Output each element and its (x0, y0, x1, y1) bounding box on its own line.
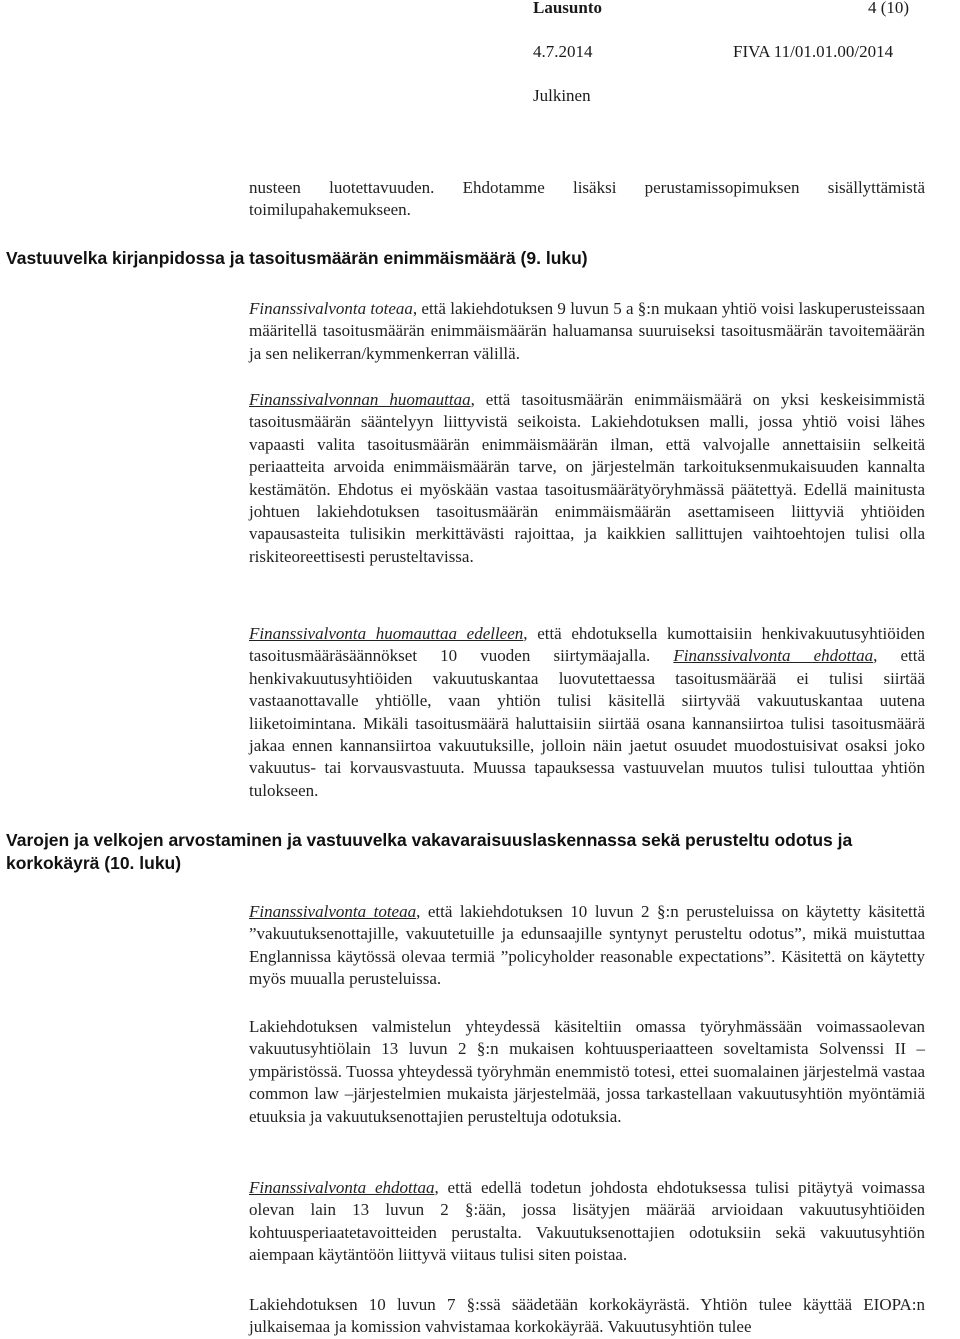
page-number: 4 (10) (868, 0, 910, 17)
paragraph-3: Finanssivalvonta huomauttaa edelleen, että ehdotuksella kumottaisiin henkivakuutusyhtiöiden tasoitusmääräsäännökset 10 vuoden siirtymäajalla. Finanssivalvonta ehdottaa, että henkivakuutusyhtiöiden vakuutuskantaa luovutettaessa tasoitusmäärää ei tulisi siirtää vastaanottavalle yhtiölle, vaan yhtiön tulisi käsitellä siirtyvää vakuutuskantaa uutena liiketoimintana. Mikäli tasoitusmäärä haluttaisiin siirtää osana kannansiirtoa tulisi tasoitusmäärä jakaa ennen kannansiirtoa vakuutuksille, jolloin näin jaetut osuudet muodostuisivat osaksi joko vakuutus- tai korvausvastuuta. Muussa tapauksessa vastuuvelan muutos tulisi tulouttaa yhtiön tulokseen. (249, 624, 926, 800)
section-heading-10: Varojen ja velkojen arvostaminen ja vastuuvelka vakavaraisuuslaskennassa sekä perusteltu odotus ja korkokäyrä (10. luku) (6, 830, 853, 873)
paragraph-1: Finanssivalvonta toteaa, että lakiehdotuksen 9 luvun 5 a §:n mukaan yhtiö voisi laskuperusteissaan määritellä tasoitusmäärän enimmäismäärän haluamansa suuruiseksi tasoitusmäärän tavoitemäärän ja sen nelikerran/kymmenkerran välillä. (249, 299, 925, 363)
paragraph-2: Finanssivalvonnan huomauttaa, että tasoitusmäärän enimmäismäärä on yksi keskeisimmistä tasoitusmäärän sääntelyyn liittyvistä seikoista. Lakiehdotuksen malli, jossa yhtiö voisi lähes vapaasti valita tasoitusmäärän enimmäismäärän ilman, että valvojalle annettaisiin selkeitä periaatteita arvoida enimmäismäärän tarve, on järjestelmän tarkoituksenmukaisuuden kannalta kestämätön. Ehdotus ei myöskään vastaa tasoitusmäärätyöryhmässä päätettyä. Edellä mainitusta johtuen lakiehdotuksen tasoitusmäärän enimmäismäärän asettamiseen liittyviä yhtiöiden vapausasteita tulisikin merkittävästi rajoittaa, ja kaikkien sallittujen vaihtoehtojen tulisi olla riskiteoreettisesti perusteltavissa. (249, 390, 925, 566)
document-type: Lausunto (533, 0, 602, 17)
document-date: 4.7.2014 (533, 42, 593, 61)
paragraph-3-lead: Finanssivalvonta huomauttaa edelleen (249, 624, 524, 643)
paragraph-6-lead: Finanssivalvonta ehdottaa (249, 1178, 435, 1197)
document-reference: FIVA 11/01.01.00/2014 (733, 42, 894, 61)
paragraph-3-lead-2: Finanssivalvonta ehdottaa (673, 646, 874, 666)
paragraph-1-lead: Finanssivalvonta toteaa (249, 299, 413, 318)
paragraph-7: Lakiehdotuksen 10 luvun 7 §:ssä säädetään korkokäyrästä. Yhtiön tulee käyttää EIOPA:n julkaisemaa ja komission vahvistamaa korkokäyrää. Vakuutusyhtiön tulee (249, 1295, 925, 1337)
paragraph-2-lead: Finanssivalvonnan huomauttaa (249, 390, 471, 409)
section-heading-9: Vastuuvelka kirjanpidossa ja tasoitusmäärän enimmäismäärä (9. luku) (6, 248, 588, 268)
paragraph-4-lead: Finanssivalvonta toteaa (249, 902, 417, 921)
classification-label: Julkinen (533, 86, 591, 105)
paragraph-4: Finanssivalvonta toteaa, että lakiehdotuksen 10 luvun 2 §:n perusteluissa on käytetty käsitettä ”vakuutuksenottajille, vakuutetuille ja edunsaajille syntynyt perusteltu odotus”, mikä muistuttaa Englannissa käytössä olevaa termiä ”policyholder reasonable expectations”. Käsitettä on käytetty myös muualla perusteluissa. (249, 902, 925, 989)
paragraph-continuation: nusteen luotettavuuden. Ehdotamme lisäksi perustamissopimuksen sisällyttämistä toimilupahakemukseen. (249, 178, 925, 220)
paragraph-5: Lakiehdotuksen valmistelun yhteydessä käsiteltiin omassa työryhmässään voimassaolevan vakuutusyhtiölain 13 luvun 2 §:n mukaisen kohtuusperiaatteen soveltamista Solvenssi II –ympäristössä. Tuossa yhteydessä työryhmän enemmistö totesi, ettei suomalainen järjestelmä vastaa common law –järjestelmien mukaista järjestelmää, jossa tarkastellaan vakuutusyhtiön myöntämiä etuuksia ja vakuutuksenottajien perusteltuja odotuksia. (249, 1017, 925, 1126)
paragraph-6: Finanssivalvonta ehdottaa, että edellä todetun johdosta ehdotuksessa tulisi pitäytyä voimassa olevan lain 13 luvun 2 §:ään, jossa lisätyjen määrää arvioidaan vakuutusyhtiöiden kohtuusperiaatetavoitteiden perustalta. Vakuutuksenottajien odotuksiin sekä vakuutusyhtiön aiempaan käytäntöön liittyvä viitaus tulisi siten poistaa. (249, 1178, 925, 1265)
